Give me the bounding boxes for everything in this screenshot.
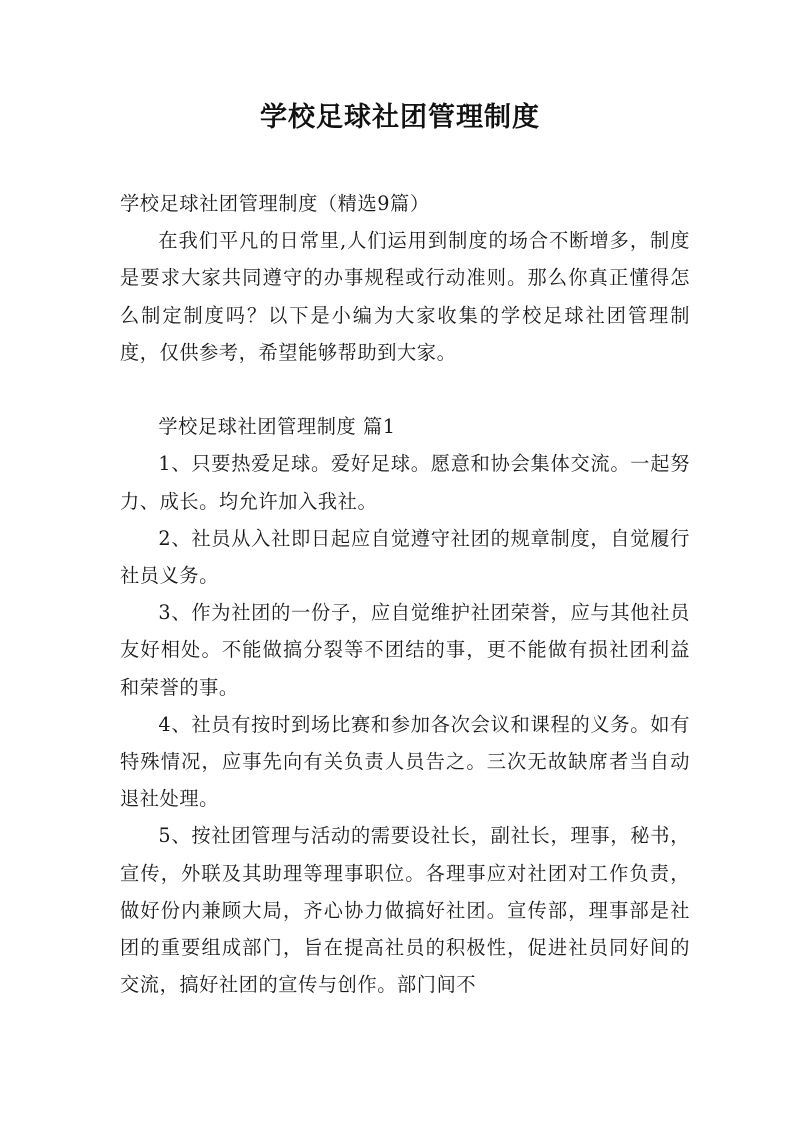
rule-item-4: 4、社员有按时到场比赛和参加各次会议和课程的义务。如有特殊情况，应事先向有关负责人员告之。三次无故缺席者当自动退社处理。 [120, 712, 690, 811]
document-body [120, 185, 690, 1003]
section-heading: 学校足球社团管理制度 篇1 [158, 415, 396, 439]
document-subtitle: 学校足球社团管理制度（精选9篇） [120, 192, 430, 215]
rule-item-3: 3、作为社团的一份子，应自觉维护社团荣誉，应与其他社员友好相处。不能做搞分裂等不团结的事，更不能做有损社团利益和荣誉的事。 [120, 601, 690, 699]
intro-paragraph: 在我们平凡的日常里,人们运用到制度的场合不断增多，制度是要求大家共同遵守的办事规程或行动准则。那么你真正懂得怎么制定制度吗？以下是小编为大家收集的学校足球社团管理制度，仅供参考，希望能够帮助到大家。 [120, 229, 690, 364]
rule-item-5: 5、按社团管理与活动的需要设社长，副社长，理事，秘书，宣传，外联及其助理等理事职位。各理事应对社团对工作负责，做好份内兼顾大局，齐心协力做搞好社团。宣传部，理事部是社团的重要组成部门，旨在提高社员的积极性，促进社员同好间的交流，搞好社团的宣传与创作。部门间不 [120, 824, 690, 997]
paragraph-spacer [120, 371, 690, 408]
document-title: 学校足球社团管理制度 [260, 102, 540, 133]
rule-item-2: 2、社员从入社即日起应自觉遵守社团的规章制度，自觉履行社员义务。 [120, 526, 690, 588]
rule-item-1: 1、只要热爱足球。爱好足球。愿意和协会集体交流。一起努力、成长。均允许加入我社。 [120, 452, 690, 513]
